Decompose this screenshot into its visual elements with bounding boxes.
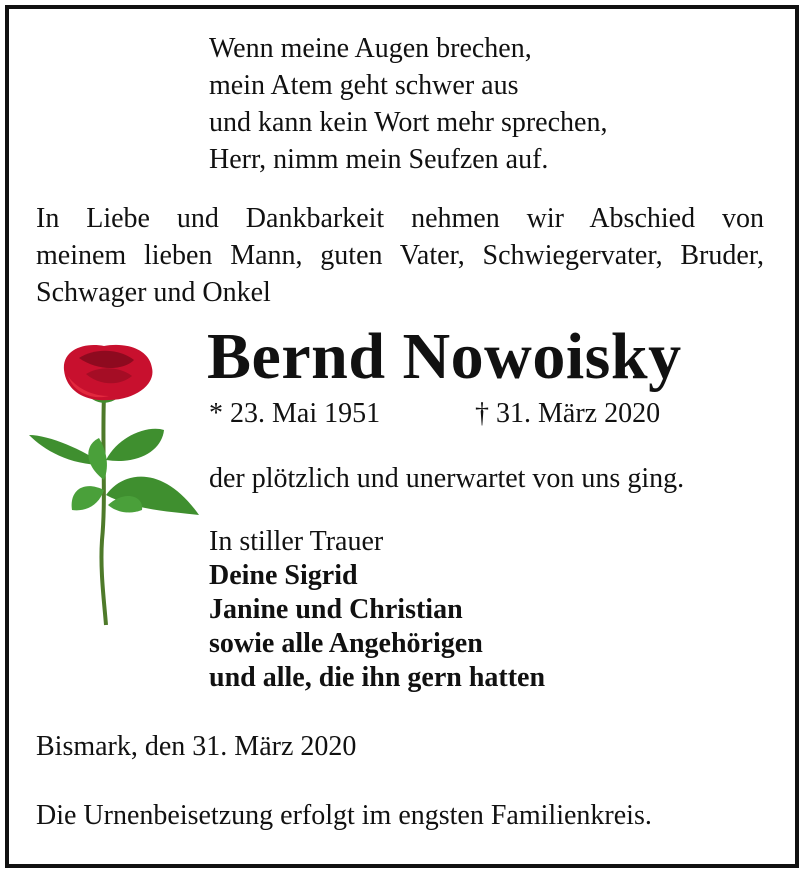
- deceased-name: Bernd Nowoisky: [207, 320, 682, 393]
- mourner-name: und alle, die ihn gern hatten: [209, 662, 546, 693]
- poem: [209, 30, 607, 178]
- mourners-block: [209, 525, 545, 695]
- birth-date: * 23. Mai 1951: [209, 398, 381, 429]
- rose-stem: [101, 395, 106, 625]
- mourner-name: Deine Sigrid: [209, 560, 358, 591]
- death-date: † 31. März 2020: [475, 398, 661, 429]
- rose-leaf: [106, 429, 164, 461]
- mourner-name: Janine und Christian: [209, 594, 463, 625]
- life-dates: [209, 395, 661, 432]
- poem-line: Herr, nimm mein Seufzen auf.: [209, 144, 549, 175]
- intro-line: In Liebe und Dankbarkeit nehmen wir Abschied von: [36, 203, 764, 234]
- rose-icon: [24, 340, 204, 630]
- burial-note: Die Urnenbeisetzung erfolgt im engsten Familienkreis.: [36, 800, 652, 831]
- mourner-name: sowie alle Angehörigen: [209, 628, 483, 659]
- mourners-heading: In stiller Trauer: [209, 526, 384, 557]
- poem-line: mein Atem geht schwer aus: [209, 70, 519, 101]
- poem-line: und kann kein Wort mehr sprechen,: [209, 107, 608, 138]
- rose-leaf: [72, 486, 104, 510]
- poem-line: Wenn meine Augen brechen,: [209, 33, 532, 64]
- intro-line: Schwager und Onkel: [36, 277, 271, 308]
- sudden-passing-text: der plötzlich und unerwartet von uns ging.: [209, 463, 685, 494]
- intro-line: meinem lieben Mann, guten Vater, Schwiegervater, Bruder,: [36, 240, 764, 271]
- farewell-intro: [36, 200, 764, 311]
- place-date: Bismark, den 31. März 2020: [36, 731, 357, 762]
